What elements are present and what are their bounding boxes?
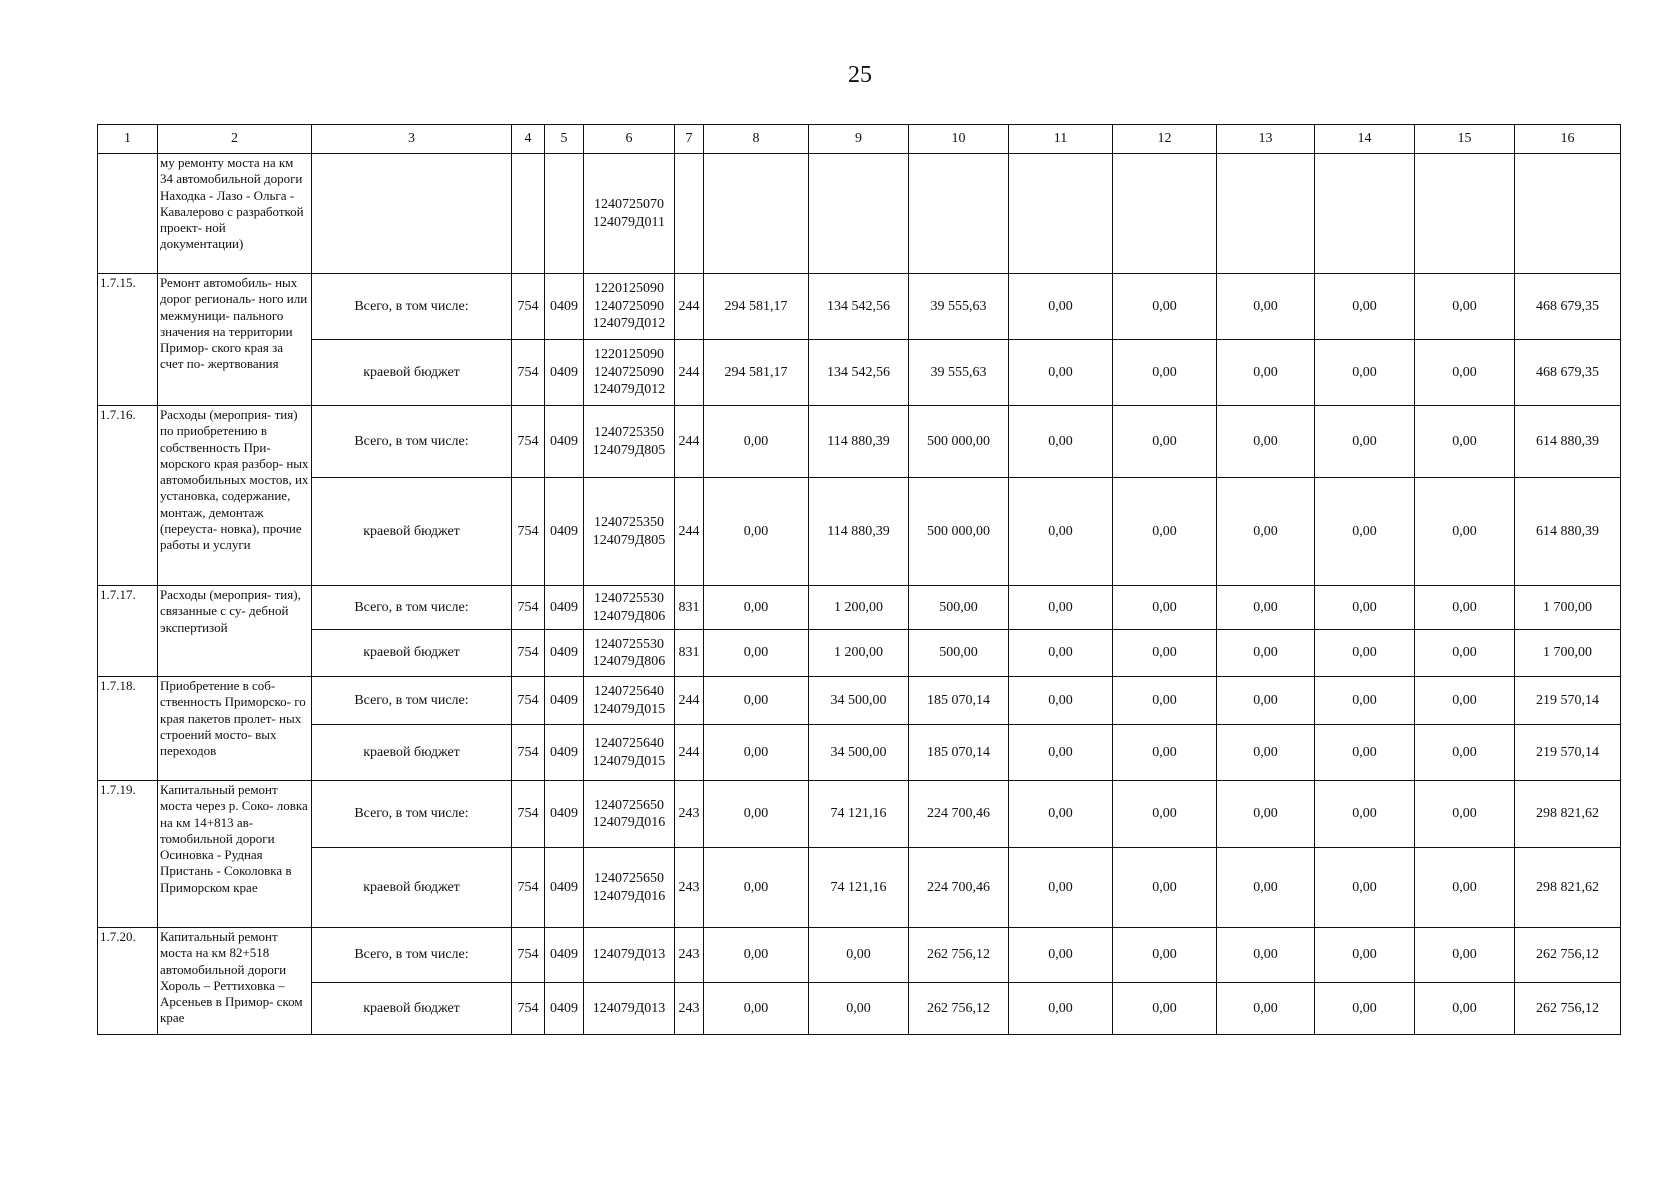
code-target: 1240725350 124079Д805 bbox=[584, 478, 675, 586]
code-grbs: 754 bbox=[512, 340, 545, 406]
header-cell: 15 bbox=[1415, 125, 1515, 154]
code-expense-type: 831 bbox=[675, 630, 704, 677]
code-target: 1240725650 124079Д016 bbox=[584, 848, 675, 928]
value-cell: 0,00 bbox=[1009, 586, 1113, 630]
value-cell: 1 700,00 bbox=[1515, 630, 1621, 677]
value-cell: 74 121,16 bbox=[809, 781, 909, 848]
value-cell: 1 200,00 bbox=[809, 586, 909, 630]
header-cell: 2 bbox=[158, 125, 312, 154]
funding-type: краевой бюджет bbox=[312, 983, 512, 1035]
value-cell: 0,00 bbox=[1009, 340, 1113, 406]
funding-type: Всего, в том числе: bbox=[312, 677, 512, 725]
value-cell: 0,00 bbox=[1113, 478, 1217, 586]
continuation-codes: 1240725070 124079Д011 bbox=[584, 154, 675, 274]
code-section: 0409 bbox=[545, 406, 584, 478]
value-cell: 294 581,17 bbox=[704, 274, 809, 340]
value-cell: 0,00 bbox=[704, 630, 809, 677]
header-cell: 12 bbox=[1113, 125, 1217, 154]
table-row bbox=[98, 725, 1621, 781]
code-target: 1240725530 124079Д806 bbox=[584, 630, 675, 677]
table-row bbox=[98, 677, 1621, 725]
value-cell: 0,00 bbox=[1315, 677, 1415, 725]
value-cell: 298 821,62 bbox=[1515, 781, 1621, 848]
value-cell: 0,00 bbox=[704, 677, 809, 725]
value-cell: 262 756,12 bbox=[1515, 983, 1621, 1035]
code-section: 0409 bbox=[545, 478, 584, 586]
cell-empty bbox=[1415, 154, 1515, 274]
item-name: Расходы (мероприя- тия) по приобретению в собственность При- морского края разбор- ных автомобильных мостов, их установка, содержание, монтаж, демонтаж (переуста- новка), прочие работы и услуги bbox=[158, 406, 312, 586]
value-cell: 0,00 bbox=[704, 983, 809, 1035]
code-target: 1240725650 124079Д016 bbox=[584, 781, 675, 848]
table-row bbox=[98, 340, 1621, 406]
item-number: 1.7.16. bbox=[98, 406, 158, 586]
cell-empty bbox=[1113, 154, 1217, 274]
item-number: 1.7.19. bbox=[98, 781, 158, 928]
value-cell: 0,00 bbox=[1315, 630, 1415, 677]
code-grbs: 754 bbox=[512, 928, 545, 983]
item-number: 1.7.15. bbox=[98, 274, 158, 406]
code-section: 0409 bbox=[545, 274, 584, 340]
value-cell: 0,00 bbox=[704, 586, 809, 630]
value-cell: 0,00 bbox=[1415, 725, 1515, 781]
code-grbs: 754 bbox=[512, 781, 545, 848]
value-cell: 34 500,00 bbox=[809, 725, 909, 781]
value-cell: 500,00 bbox=[909, 586, 1009, 630]
value-cell: 0,00 bbox=[1315, 340, 1415, 406]
value-cell: 34 500,00 bbox=[809, 677, 909, 725]
header-cell: 5 bbox=[545, 125, 584, 154]
value-cell: 0,00 bbox=[1113, 781, 1217, 848]
value-cell: 39 555,63 bbox=[909, 340, 1009, 406]
value-cell: 0,00 bbox=[1315, 725, 1415, 781]
table-row bbox=[98, 983, 1621, 1035]
code-grbs: 754 bbox=[512, 630, 545, 677]
cell-empty bbox=[1009, 154, 1113, 274]
item-number: 1.7.17. bbox=[98, 586, 158, 677]
code-section: 0409 bbox=[545, 586, 584, 630]
value-cell: 1 200,00 bbox=[809, 630, 909, 677]
value-cell: 0,00 bbox=[1113, 274, 1217, 340]
funding-type: краевой бюджет bbox=[312, 725, 512, 781]
value-cell: 0,00 bbox=[1315, 928, 1415, 983]
value-cell: 0,00 bbox=[809, 983, 909, 1035]
item-number: 1.7.18. bbox=[98, 677, 158, 781]
continuation-name: му ремонту моста на км 34 автомобильной дороги Находка - Лазо - Ольга - Кавалерово с разработкой проект- ной документации) bbox=[158, 154, 312, 274]
header-cell: 8 bbox=[704, 125, 809, 154]
code-expense-type: 243 bbox=[675, 983, 704, 1035]
value-cell: 0,00 bbox=[704, 406, 809, 478]
value-cell: 262 756,12 bbox=[1515, 928, 1621, 983]
value-cell: 0,00 bbox=[1415, 274, 1515, 340]
value-cell: 0,00 bbox=[1415, 848, 1515, 928]
table-row bbox=[98, 928, 1621, 983]
table-row bbox=[98, 630, 1621, 677]
cell-empty bbox=[1315, 154, 1415, 274]
value-cell: 74 121,16 bbox=[809, 848, 909, 928]
header-cell: 13 bbox=[1217, 125, 1315, 154]
value-cell: 0,00 bbox=[1113, 725, 1217, 781]
code-expense-type: 243 bbox=[675, 781, 704, 848]
value-cell: 219 570,14 bbox=[1515, 725, 1621, 781]
value-cell: 0,00 bbox=[1217, 848, 1315, 928]
value-cell: 0,00 bbox=[1217, 586, 1315, 630]
value-cell: 0,00 bbox=[1217, 677, 1315, 725]
value-cell: 185 070,14 bbox=[909, 725, 1009, 781]
code-section: 0409 bbox=[545, 983, 584, 1035]
funding-type: краевой бюджет bbox=[312, 848, 512, 928]
code-expense-type: 243 bbox=[675, 848, 704, 928]
cell-empty bbox=[809, 154, 909, 274]
cell-empty bbox=[98, 154, 158, 274]
value-cell: 0,00 bbox=[1217, 406, 1315, 478]
code-grbs: 754 bbox=[512, 677, 545, 725]
code-target: 1240725640 124079Д015 bbox=[584, 725, 675, 781]
value-cell: 0,00 bbox=[704, 928, 809, 983]
value-cell: 294 581,17 bbox=[704, 340, 809, 406]
code-expense-type: 831 bbox=[675, 586, 704, 630]
value-cell: 0,00 bbox=[1009, 983, 1113, 1035]
value-cell: 0,00 bbox=[1113, 983, 1217, 1035]
code-expense-type: 244 bbox=[675, 406, 704, 478]
funding-type: краевой бюджет bbox=[312, 630, 512, 677]
value-cell: 0,00 bbox=[1415, 928, 1515, 983]
cell-empty bbox=[512, 154, 545, 274]
value-cell: 614 880,39 bbox=[1515, 406, 1621, 478]
value-cell: 0,00 bbox=[1113, 340, 1217, 406]
value-cell: 0,00 bbox=[1113, 848, 1217, 928]
item-name: Ремонт автомобиль- ных дорог региональ- ного или межмуници- пального значения на территории Примор- ского края за счет по- жертвования bbox=[158, 274, 312, 406]
item-name: Капитальный ремонт моста на км 82+518 автомобильной дороги Хороль – Реттиховка – Арсеньев в Примор- ском крае bbox=[158, 928, 312, 1035]
code-expense-type: 244 bbox=[675, 478, 704, 586]
value-cell: 0,00 bbox=[1415, 630, 1515, 677]
value-cell: 134 542,56 bbox=[809, 274, 909, 340]
value-cell: 298 821,62 bbox=[1515, 848, 1621, 928]
funding-type: Всего, в том числе: bbox=[312, 406, 512, 478]
page-number: 25 bbox=[848, 62, 872, 88]
value-cell: 0,00 bbox=[1217, 781, 1315, 848]
value-cell: 0,00 bbox=[1113, 630, 1217, 677]
header-cell: 10 bbox=[909, 125, 1009, 154]
value-cell: 0,00 bbox=[1415, 983, 1515, 1035]
value-cell: 0,00 bbox=[704, 725, 809, 781]
code-section: 0409 bbox=[545, 340, 584, 406]
value-cell: 0,00 bbox=[1009, 274, 1113, 340]
code-target: 1240725530 124079Д806 bbox=[584, 586, 675, 630]
value-cell: 468 679,35 bbox=[1515, 340, 1621, 406]
value-cell: 0,00 bbox=[1415, 781, 1515, 848]
header-cell: 7 bbox=[675, 125, 704, 154]
header-cell: 1 bbox=[98, 125, 158, 154]
value-cell: 0,00 bbox=[1009, 406, 1113, 478]
value-cell: 0,00 bbox=[1217, 928, 1315, 983]
value-cell: 0,00 bbox=[1009, 781, 1113, 848]
header-cell: 9 bbox=[809, 125, 909, 154]
value-cell: 500 000,00 bbox=[909, 406, 1009, 478]
value-cell: 0,00 bbox=[1415, 406, 1515, 478]
value-cell: 0,00 bbox=[1315, 406, 1415, 478]
continuation-row bbox=[98, 154, 1621, 274]
value-cell: 0,00 bbox=[1415, 586, 1515, 630]
code-expense-type: 244 bbox=[675, 274, 704, 340]
value-cell: 1 700,00 bbox=[1515, 586, 1621, 630]
header-cell: 14 bbox=[1315, 125, 1415, 154]
code-target: 1220125090 1240725090 124079Д012 bbox=[584, 274, 675, 340]
item-name: Расходы (мероприя- тия), связанные с су- дебной экспертизой bbox=[158, 586, 312, 677]
value-cell: 224 700,46 bbox=[909, 781, 1009, 848]
value-cell: 0,00 bbox=[704, 848, 809, 928]
funding-type: Всего, в том числе: bbox=[312, 928, 512, 983]
code-expense-type: 244 bbox=[675, 725, 704, 781]
value-cell: 0,00 bbox=[809, 928, 909, 983]
funding-type: Всего, в том числе: bbox=[312, 586, 512, 630]
code-section: 0409 bbox=[545, 677, 584, 725]
value-cell: 0,00 bbox=[1217, 630, 1315, 677]
code-grbs: 754 bbox=[512, 848, 545, 928]
funding-type: краевой бюджет bbox=[312, 340, 512, 406]
value-cell: 0,00 bbox=[1415, 677, 1515, 725]
code-section: 0409 bbox=[545, 630, 584, 677]
value-cell: 0,00 bbox=[1315, 983, 1415, 1035]
code-grbs: 754 bbox=[512, 274, 545, 340]
code-section: 0409 bbox=[545, 725, 584, 781]
code-section: 0409 bbox=[545, 928, 584, 983]
code-expense-type: 244 bbox=[675, 677, 704, 725]
code-target: 1220125090 1240725090 124079Д012 bbox=[584, 340, 675, 406]
item-name: Капитальный ремонт моста через р. Соко- ловка на км 14+813 ав- томобильной дороги Осиновка - Рудная Пристань - Соколовка в Приморском крае bbox=[158, 781, 312, 928]
code-expense-type: 244 bbox=[675, 340, 704, 406]
value-cell: 0,00 bbox=[1009, 725, 1113, 781]
value-cell: 0,00 bbox=[1217, 983, 1315, 1035]
value-cell: 0,00 bbox=[1315, 274, 1415, 340]
funding-type: Всего, в том числе: bbox=[312, 274, 512, 340]
value-cell: 0,00 bbox=[1009, 478, 1113, 586]
value-cell: 500 000,00 bbox=[909, 478, 1009, 586]
code-grbs: 754 bbox=[512, 406, 545, 478]
table-row bbox=[98, 586, 1621, 630]
cell-empty bbox=[312, 154, 512, 274]
cell-empty bbox=[1515, 154, 1621, 274]
cell-empty bbox=[675, 154, 704, 274]
value-cell: 0,00 bbox=[1315, 848, 1415, 928]
code-section: 0409 bbox=[545, 848, 584, 928]
table-body bbox=[98, 125, 1621, 1035]
value-cell: 0,00 bbox=[1217, 340, 1315, 406]
value-cell: 0,00 bbox=[1113, 677, 1217, 725]
cell-empty bbox=[1217, 154, 1315, 274]
value-cell: 0,00 bbox=[1315, 781, 1415, 848]
code-target: 124079Д013 bbox=[584, 928, 675, 983]
code-grbs: 754 bbox=[512, 586, 545, 630]
table-row bbox=[98, 478, 1621, 586]
value-cell: 262 756,12 bbox=[909, 983, 1009, 1035]
value-cell: 0,00 bbox=[1009, 848, 1113, 928]
value-cell: 0,00 bbox=[1113, 406, 1217, 478]
value-cell: 219 570,14 bbox=[1515, 677, 1621, 725]
item-name: Приобретение в соб- ственность Приморско- го края пакетов пролет- ных строений мосто- вых переходов bbox=[158, 677, 312, 781]
value-cell: 0,00 bbox=[1113, 928, 1217, 983]
cell-empty bbox=[909, 154, 1009, 274]
code-section: 0409 bbox=[545, 781, 584, 848]
budget-table bbox=[97, 124, 1621, 1035]
code-target: 1240725640 124079Д015 bbox=[584, 677, 675, 725]
value-cell: 0,00 bbox=[1217, 274, 1315, 340]
value-cell: 114 880,39 bbox=[809, 406, 909, 478]
value-cell: 0,00 bbox=[1315, 586, 1415, 630]
code-target: 1240725350 124079Д805 bbox=[584, 406, 675, 478]
code-expense-type: 243 bbox=[675, 928, 704, 983]
value-cell: 0,00 bbox=[1315, 478, 1415, 586]
code-target: 124079Д013 bbox=[584, 983, 675, 1035]
value-cell: 0,00 bbox=[1113, 586, 1217, 630]
value-cell: 0,00 bbox=[1217, 478, 1315, 586]
table-row bbox=[98, 274, 1621, 340]
value-cell: 0,00 bbox=[1009, 677, 1113, 725]
table-row bbox=[98, 848, 1621, 928]
value-cell: 0,00 bbox=[704, 781, 809, 848]
value-cell: 500,00 bbox=[909, 630, 1009, 677]
value-cell: 0,00 bbox=[1415, 340, 1515, 406]
value-cell: 0,00 bbox=[1415, 478, 1515, 586]
table-row bbox=[98, 781, 1621, 848]
value-cell: 614 880,39 bbox=[1515, 478, 1621, 586]
value-cell: 0,00 bbox=[1217, 725, 1315, 781]
code-grbs: 754 bbox=[512, 478, 545, 586]
funding-type: краевой бюджет bbox=[312, 478, 512, 586]
header-cell: 3 bbox=[312, 125, 512, 154]
table-row bbox=[98, 406, 1621, 478]
value-cell: 0,00 bbox=[1009, 630, 1113, 677]
funding-type: Всего, в том числе: bbox=[312, 781, 512, 848]
value-cell: 0,00 bbox=[704, 478, 809, 586]
header-cell: 4 bbox=[512, 125, 545, 154]
cell-empty bbox=[545, 154, 584, 274]
value-cell: 185 070,14 bbox=[909, 677, 1009, 725]
cell-empty bbox=[704, 154, 809, 274]
header-row bbox=[98, 125, 1621, 154]
value-cell: 224 700,46 bbox=[909, 848, 1009, 928]
value-cell: 134 542,56 bbox=[809, 340, 909, 406]
value-cell: 468 679,35 bbox=[1515, 274, 1621, 340]
header-cell: 11 bbox=[1009, 125, 1113, 154]
header-cell: 16 bbox=[1515, 125, 1621, 154]
code-grbs: 754 bbox=[512, 725, 545, 781]
value-cell: 114 880,39 bbox=[809, 478, 909, 586]
value-cell: 262 756,12 bbox=[909, 928, 1009, 983]
header-cell: 6 bbox=[584, 125, 675, 154]
item-number: 1.7.20. bbox=[98, 928, 158, 1035]
value-cell: 0,00 bbox=[1009, 928, 1113, 983]
value-cell: 39 555,63 bbox=[909, 274, 1009, 340]
code-grbs: 754 bbox=[512, 983, 545, 1035]
